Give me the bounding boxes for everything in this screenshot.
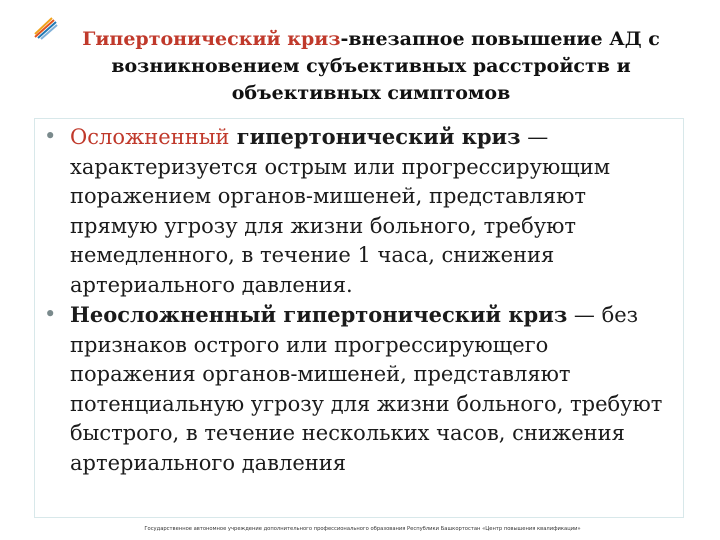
bullet-item-complicated — [44, 122, 674, 300]
bullet-lead-term: Осложненный — [70, 125, 230, 149]
bullet-item-uncomplicated — [44, 300, 674, 478]
bullet-text: — характеризуется острым или прогрессирующим поражением органов-мишеней, представляют прямую угрозу для жизни больного, требуют немедленного, в течение 1 часа, снижения артериального давления. — [70, 125, 611, 297]
footer-institution: Государственное автономное учреждение дополнительного профессионального образования Республики Башкортостан «Центр повышения квалификации» — [144, 526, 581, 532]
bullet-text: — без признаков острого или прогрессирующего поражения органов-мишеней, представляют потенциальную угрозу для жизни больного, требуют быстрого, в течение нескольких часов, снижения артериального давления — [70, 303, 663, 475]
title-line1-rest: -внезапное повышение АД с — [340, 28, 660, 50]
stacked-lines-logo-icon — [32, 14, 58, 40]
bullet-lead-bold: Неосложненный гипертонический криз — [70, 302, 568, 327]
title-term: Гипертонический криз — [82, 28, 341, 50]
title-line2: возникновением субъективных расстройств и — [111, 55, 631, 77]
slide-title — [56, 26, 686, 107]
title-line3: объективных симптомов — [231, 82, 511, 104]
bullet-list — [44, 122, 674, 478]
bullet-lead-bold: гипертонический криз — [229, 124, 521, 149]
